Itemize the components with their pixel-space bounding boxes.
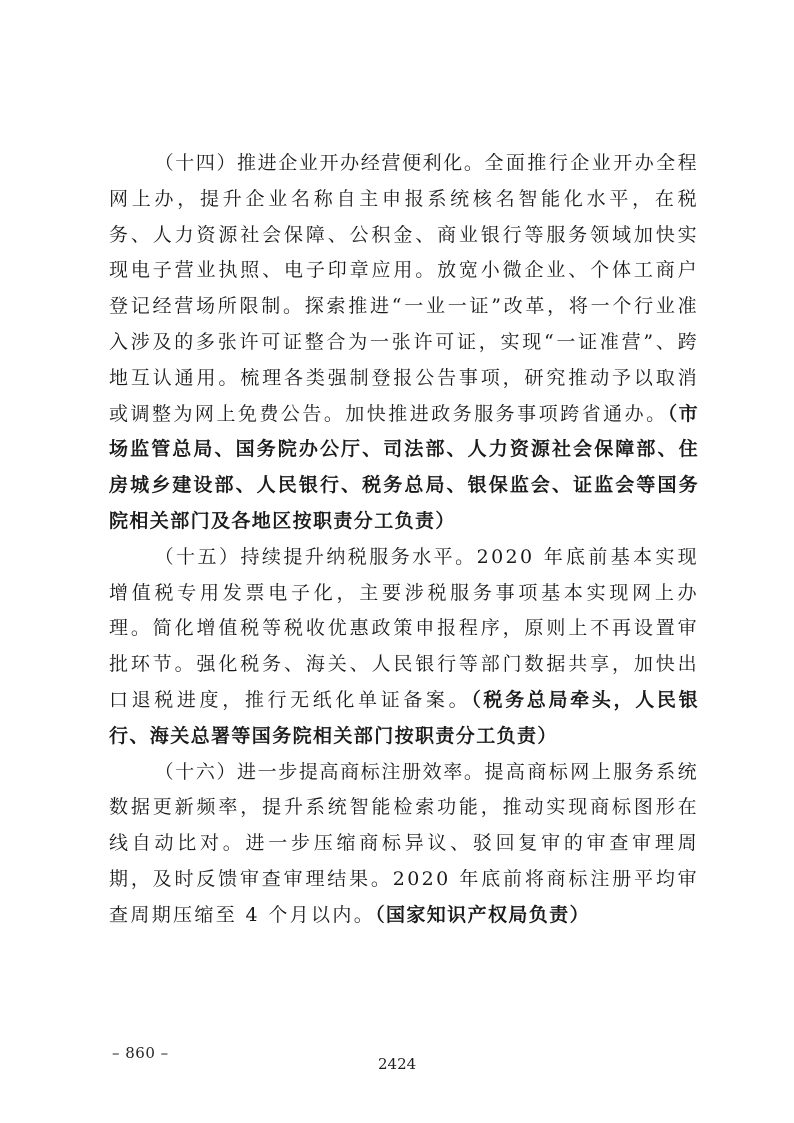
paragraph-14 xyxy=(109,146,699,540)
paragraph-15 xyxy=(109,540,699,755)
paragraph-heading: （十六）进一步提高商标注册效率。 xyxy=(154,760,485,783)
responsibility-note: （税务总局牵头，人民银行、海关总署等国务院相关部门按职责分工负责） xyxy=(109,688,699,747)
paragraph-heading: （十四）推进企业开办经营便利化。 xyxy=(154,152,485,174)
document-body xyxy=(109,146,699,934)
paragraph-16 xyxy=(109,755,699,934)
paragraph-text: 2020 年底前基本实现增值税专用发票电子化，主要涉税服务事项基本实现网上办理。简化增值税等税收优惠政策申报程序，原则上不再设置审批环节。强化税务、海关、人民银行等部门数据共享，加快出口退税进度，推行无纸化单证备案。 xyxy=(109,545,699,711)
paragraph-text: 全面推行企业开办全程网上办，提升企业名称自主申报系统核名智能化水平，在税务、人力资源社会保障、公积金、商业银行等服务领域加快实现电子营业执照、电子印章应用。放宽小微企业、个体工商户登记经营场所限制。探索推进“一业一证”改革，将一个行业准入涉及的多张许可证整合为一张许可证，实现“一证准营”、跨地互认通用。梳理各类强制登报公告事项，研究推动予以取消或调整为网上免费公告。加快推进政务服务事项跨省通办。 xyxy=(109,152,699,425)
page-number: – 860 – xyxy=(112,1044,169,1062)
paragraph-text: 提高商标网上服务系统数据更新频率，提升系统智能检索功能，推动实现商标图形在线自动比对。进一步压缩商标异议、驳回复审的审查审理周期，及时反馈审查审理结果。2020 年底前将商标注册平均审查周期压缩至 4 个月以内。 xyxy=(109,760,699,926)
responsibility-note: （市场监管总局、国务院办公厅、司法部、人力资源社会保障部、住房城乡建设部、人民银行、税务总局、银保监会、证监会等国务院相关部门及各地区按职责分工负责） xyxy=(109,402,699,532)
sequence-number: 2424 xyxy=(378,1055,417,1073)
responsibility-note: （国家知识产权局负责） xyxy=(375,903,590,926)
paragraph-heading: （十五）持续提升纳税服务水平。 xyxy=(154,545,477,568)
